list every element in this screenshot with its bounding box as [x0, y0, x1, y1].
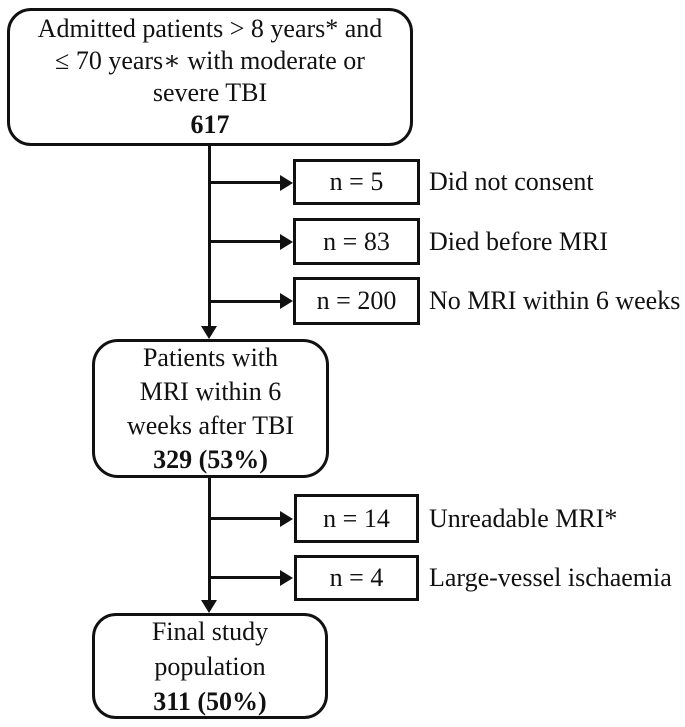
arrowhead-down-icon: [201, 600, 217, 613]
exclusion-count-box: [294, 555, 419, 601]
start-box-count: 617: [190, 110, 230, 139]
mri-box: [92, 339, 329, 478]
final-box-count: 311 (50%): [153, 686, 267, 716]
branch-line: [210, 517, 282, 520]
mri-box-count: 329 (53%): [153, 444, 268, 474]
start-box-line: ≤ 70 years∗ with moderate or: [55, 46, 365, 75]
start-box: [7, 8, 413, 146]
exclusion-reason-label: No MRI within 6 weeks: [429, 286, 681, 315]
branch-line: [210, 576, 282, 579]
start-box-line: severe TBI: [152, 78, 268, 107]
exclusion-count-box: [293, 159, 420, 205]
arrowhead-right-icon: [280, 293, 293, 309]
exclusion-reason-label: Died before MRI: [429, 226, 609, 256]
exclusion-reason-label: Unreadable MRI*: [429, 503, 618, 533]
exclusion-count: n = 200: [316, 286, 397, 315]
branch-line: [210, 240, 282, 243]
exclusion-count: n = 14: [323, 503, 390, 533]
mri-box-line: MRI within 6: [139, 376, 282, 406]
arrowhead-right-icon: [280, 511, 293, 527]
exclusion-count-box: [293, 277, 420, 325]
exclusion-count-box: [293, 218, 420, 265]
mri-box-line: Patients with: [142, 342, 279, 372]
connector-line: [208, 478, 211, 600]
branch-line: [210, 181, 282, 184]
exclusion-count: n = 83: [323, 226, 390, 256]
arrowhead-right-icon: [280, 175, 293, 191]
exclusion-count-box: [294, 494, 419, 543]
exclusion-count: n = 5: [329, 167, 384, 196]
branch-line: [210, 300, 282, 303]
exclusion-reason-label: Large-vessel ischaemia: [429, 563, 672, 592]
exclusion-reason-label: Did not consent: [429, 167, 594, 196]
final-box-line: population: [154, 651, 266, 681]
arrowhead-down-icon: [201, 326, 217, 339]
mri-box-line: weeks after TBI: [126, 410, 294, 440]
start-box-line: Admitted patients > 8 years* and: [37, 14, 383, 43]
final-box-line: Final study: [151, 616, 269, 646]
arrowhead-right-icon: [280, 570, 293, 586]
final-box: [92, 613, 328, 719]
arrowhead-right-icon: [280, 234, 293, 250]
exclusion-count: n = 4: [329, 563, 384, 592]
